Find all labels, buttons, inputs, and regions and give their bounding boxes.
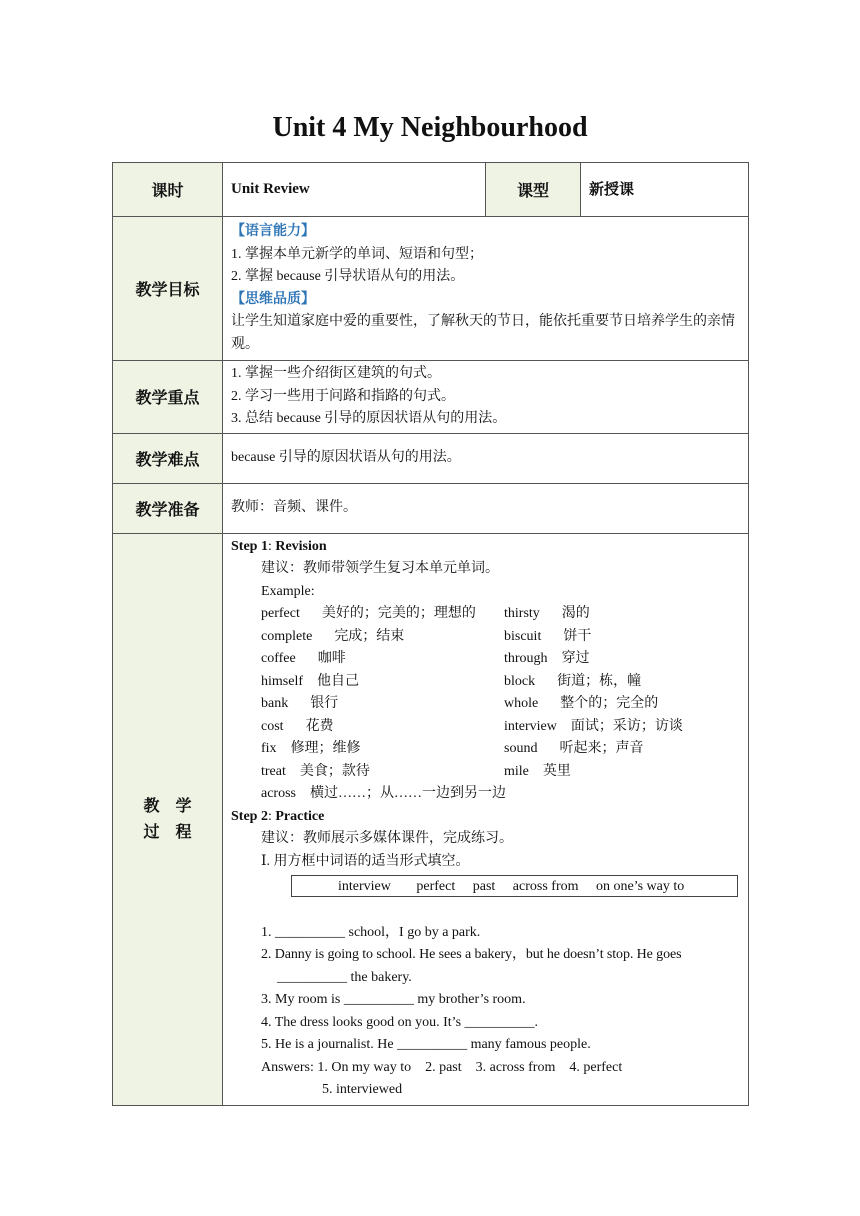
example-label: Example: [261, 583, 315, 599]
question-2: 2. Danny is going to school. He sees a bakery，but he doesn’t stop. He goes [261, 947, 682, 962]
type-value: 新授课 [581, 163, 749, 217]
question-4: 4. The dress looks good on you. It’s __________. [261, 1014, 539, 1030]
vocab-item [504, 693, 683, 716]
goals-section-thinking: 【思维品质】 [231, 291, 315, 307]
step1-title-b: : [267, 538, 276, 554]
vocab-word: thirsty [504, 606, 540, 621]
step1-title-a: Step 1 [231, 538, 268, 554]
difficulty-label: 教学难点 [113, 433, 223, 483]
step2-suggestion: 建议：教师展示多媒体课件，完成练习。 [261, 831, 513, 846]
step1-title-c: Revision [275, 538, 327, 554]
key-point-item: 2. 学习一些用于问路和指路的句式。 [231, 388, 455, 404]
exercise-title: Ⅰ. 用方框中词语的适当形式填空。 [261, 853, 470, 869]
step2-title-a: Step 2 [231, 808, 268, 824]
question-5: 5. He is a journalist. He __________ many famous people. [261, 1037, 591, 1052]
key-points-label: 教学重点 [113, 361, 223, 434]
vocab-word: bank [261, 696, 289, 711]
goals-section-language: 【语言能力】 [231, 224, 315, 239]
key-points-row [113, 361, 749, 434]
vocab-item [261, 716, 504, 739]
word-box-item: perfect [416, 879, 456, 894]
vocab-word: coffee [261, 651, 296, 666]
answers-continued: 5. interviewed [322, 1082, 403, 1097]
goals-content [223, 217, 749, 361]
vocab-item [504, 648, 683, 671]
process-label-line-1: 教 学 [143, 796, 192, 815]
vocab-meaning: 他自己 [317, 673, 359, 689]
vocab-word: mile [504, 763, 529, 779]
vocab-word: whole [504, 696, 539, 711]
vocab-list [231, 603, 740, 806]
vocab-meaning: 整个的；完全的 [560, 696, 659, 711]
goals-label: 教学目标 [113, 217, 223, 361]
vocab-meaning: 听起来；声音 [559, 741, 644, 756]
vocab-item [261, 783, 504, 806]
word-box-item: across from [512, 879, 579, 894]
vocab-meaning: 饼干 [563, 628, 592, 644]
vocab-item [261, 693, 504, 716]
vocab-column-right [504, 603, 683, 806]
vocab-item [504, 671, 683, 694]
word-box [291, 875, 738, 897]
word-box-item: interview [338, 879, 391, 894]
lesson-label: 课时 [113, 163, 223, 217]
vocab-meaning: 银行 [310, 696, 339, 711]
vocab-item [504, 761, 683, 784]
vocab-word: through [504, 651, 548, 666]
step2-title-b: : [267, 808, 276, 824]
page-title: Unit 4 My Neighbourhood [272, 112, 588, 143]
key-point-item: 3. 总结 because 引导的原因状语从句的用法。 [231, 411, 507, 426]
header-row [113, 163, 749, 217]
process-label [113, 533, 223, 1105]
vocab-meaning: 修理；维修 [290, 741, 361, 756]
vocab-word: across [261, 786, 296, 801]
vocab-item [261, 671, 504, 694]
vocab-item [504, 626, 683, 649]
key-point-item: 1. 掌握一些介绍街区建筑的句式。 [231, 366, 441, 381]
question-1: 1. __________ school，I go by a park. [261, 924, 481, 940]
vocab-column-left [261, 603, 504, 806]
vocab-word: block [504, 673, 536, 689]
vocab-item [504, 738, 683, 761]
process-row [113, 533, 749, 1105]
vocab-item [261, 738, 504, 761]
step1-title [231, 536, 740, 559]
vocab-word: perfect [261, 606, 300, 621]
vocab-item [261, 626, 504, 649]
vocab-meaning: 街道；栋，幢 [557, 673, 642, 689]
answers: Answers: 1. On my way to 2. past 3. across from 4. perfect [261, 1059, 623, 1075]
preparation-text: 教师：音频、课件。 [223, 483, 749, 533]
key-points-content [223, 361, 749, 434]
vocab-item [261, 603, 504, 626]
vocab-meaning: 咖啡 [317, 651, 346, 666]
vocab-item [504, 603, 683, 626]
vocab-word: treat [261, 763, 286, 779]
lesson-value: Unit Review [223, 163, 486, 217]
step2-title [231, 806, 740, 829]
vocab-word: biscuit [504, 628, 542, 644]
question-2-continued: __________ the bakery. [277, 969, 412, 985]
goals-item-1: 1. 掌握本单元新学的单词、短语和句型； [231, 246, 483, 262]
vocab-word: complete [261, 628, 313, 644]
vocab-meaning: 穿过 [561, 651, 590, 666]
difficulty-row [113, 433, 749, 483]
vocab-meaning: 完成；结束 [334, 628, 405, 644]
difficulty-text: because 引导的原因状语从句的用法。 [223, 433, 749, 483]
vocab-item [261, 761, 504, 784]
step1-suggestion: 建议：教师带领学生复习本单元单词。 [261, 561, 499, 576]
step2-title-c: Practice [275, 808, 325, 824]
lesson-plan-table [112, 162, 749, 1106]
preparation-label: 教学准备 [113, 483, 223, 533]
preparation-row [113, 483, 749, 533]
type-label: 课型 [486, 163, 581, 217]
process-label-line-2: 过 程 [143, 822, 192, 841]
word-box-item: past [472, 879, 496, 894]
vocab-item [504, 716, 683, 739]
process-content [223, 533, 749, 1105]
vocab-meaning: 英里 [542, 763, 571, 779]
vocab-meaning: 横过……；从……一边到另一边 [310, 786, 506, 801]
vocab-meaning: 花费 [305, 718, 334, 734]
vocab-item [261, 648, 504, 671]
vocab-word: fix [261, 741, 277, 756]
goals-item-2: 2. 掌握 because 引导状语从句的用法。 [231, 269, 465, 284]
question-3: 3. My room is __________ my brother’s room. [261, 992, 526, 1007]
goals-row [113, 217, 749, 361]
vocab-meaning: 美好的；完美的；理想的 [321, 606, 476, 621]
vocab-meaning: 面试；采访；访谈 [570, 718, 683, 734]
vocab-word: cost [261, 718, 284, 734]
vocab-word: interview [504, 718, 557, 734]
vocab-word: himself [261, 673, 303, 689]
goals-text: 让学生知道家庭中爱的重要性，了解秋天的节日，能依托重要节日培养学生的亲情观。 [231, 314, 735, 352]
vocab-meaning: 美食；款待 [299, 763, 370, 779]
vocab-meaning: 渴的 [561, 606, 590, 621]
word-box-item: on one’s way to [596, 879, 685, 894]
vocab-word: sound [504, 741, 538, 756]
